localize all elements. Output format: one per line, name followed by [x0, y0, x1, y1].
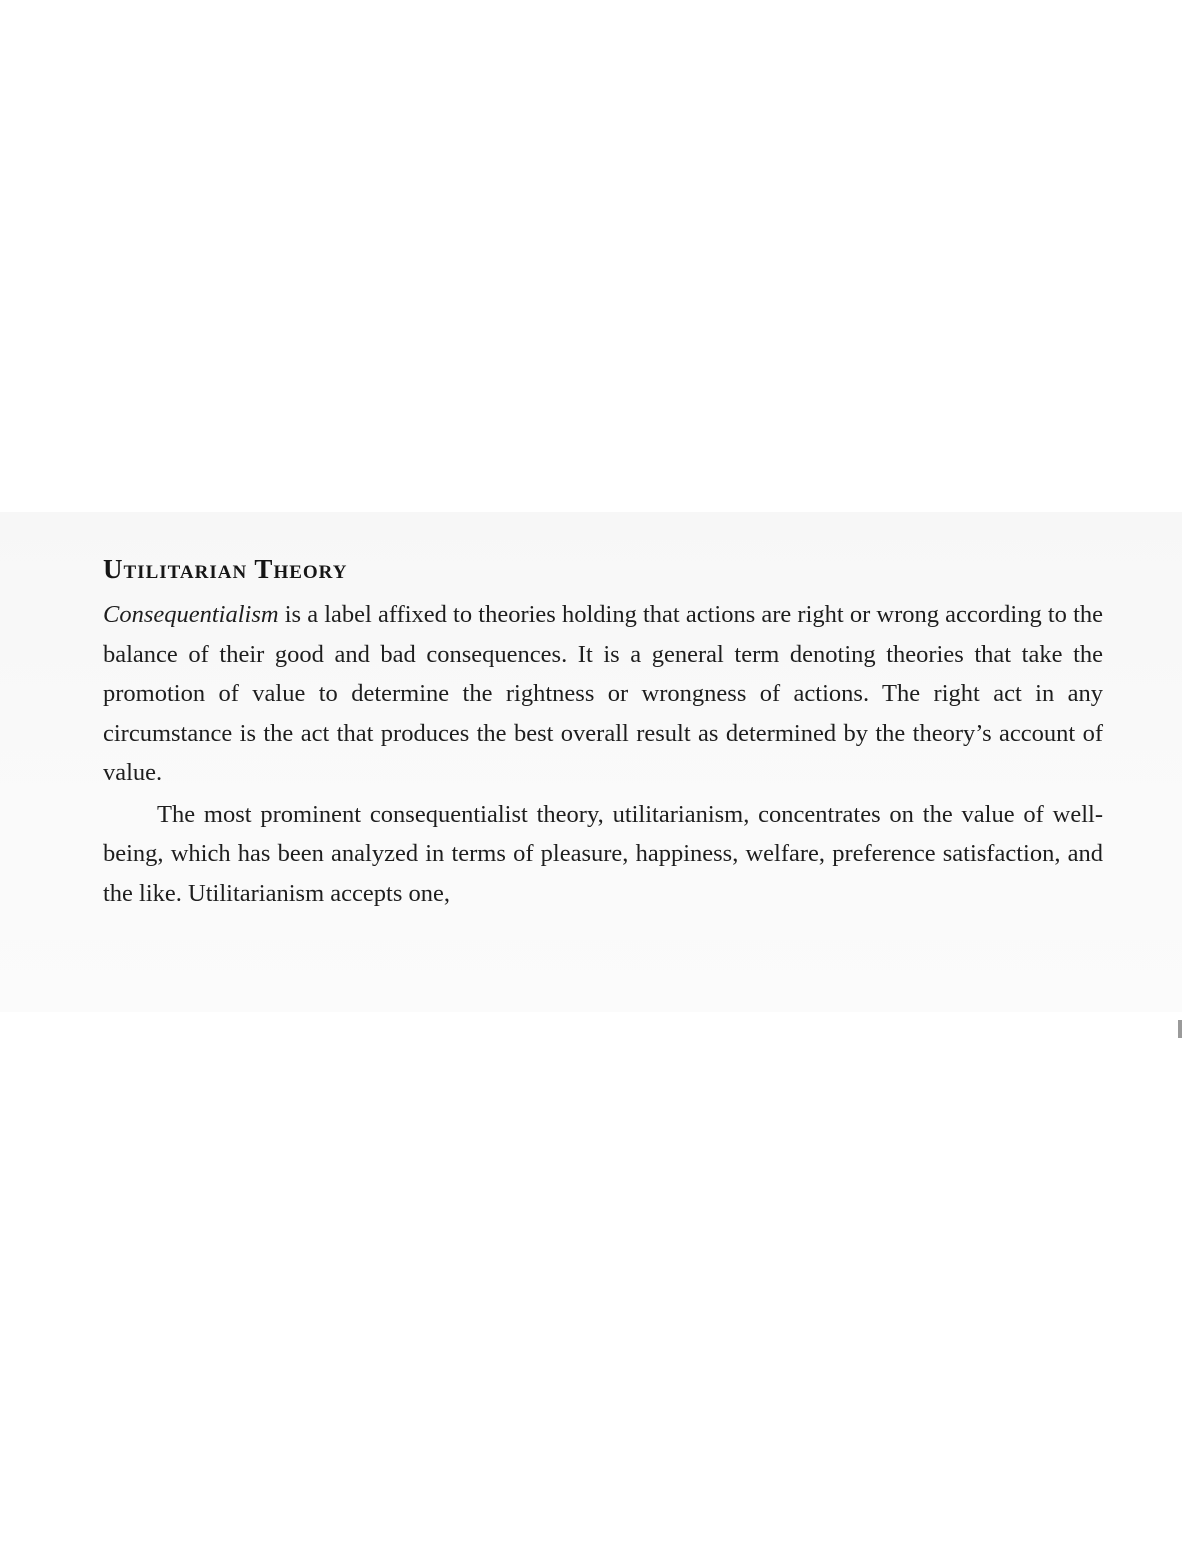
paragraph-consequentialism — [103, 595, 1103, 793]
paragraph-2-body: The most prominent consequentialist theory, utilitarianism, concentrates on the value of well-being, which has been analyzed in terms of pleasure, happiness, welfare, preference satisfaction, and the like. Utilitarianism accepts one, — [103, 800, 1103, 907]
italic-term: Consequentialism — [103, 601, 279, 628]
section-heading: Utilitarian Theory — [103, 554, 348, 584]
paragraph-1-body: is a label affixed to theories holding that actions are right or wrong according to the balance of their good and bad consequences. It is a general term denoting theories that take the promotion of value to determine the rightness or wrongness of actions. The right act in any circumstance is the act that produces the best overall result as determined by the theory’s account of value. — [103, 601, 1103, 786]
paragraph-utilitarianism — [103, 795, 1103, 914]
text-excerpt — [103, 552, 1103, 913]
scan-edge-mark — [1178, 1020, 1182, 1038]
